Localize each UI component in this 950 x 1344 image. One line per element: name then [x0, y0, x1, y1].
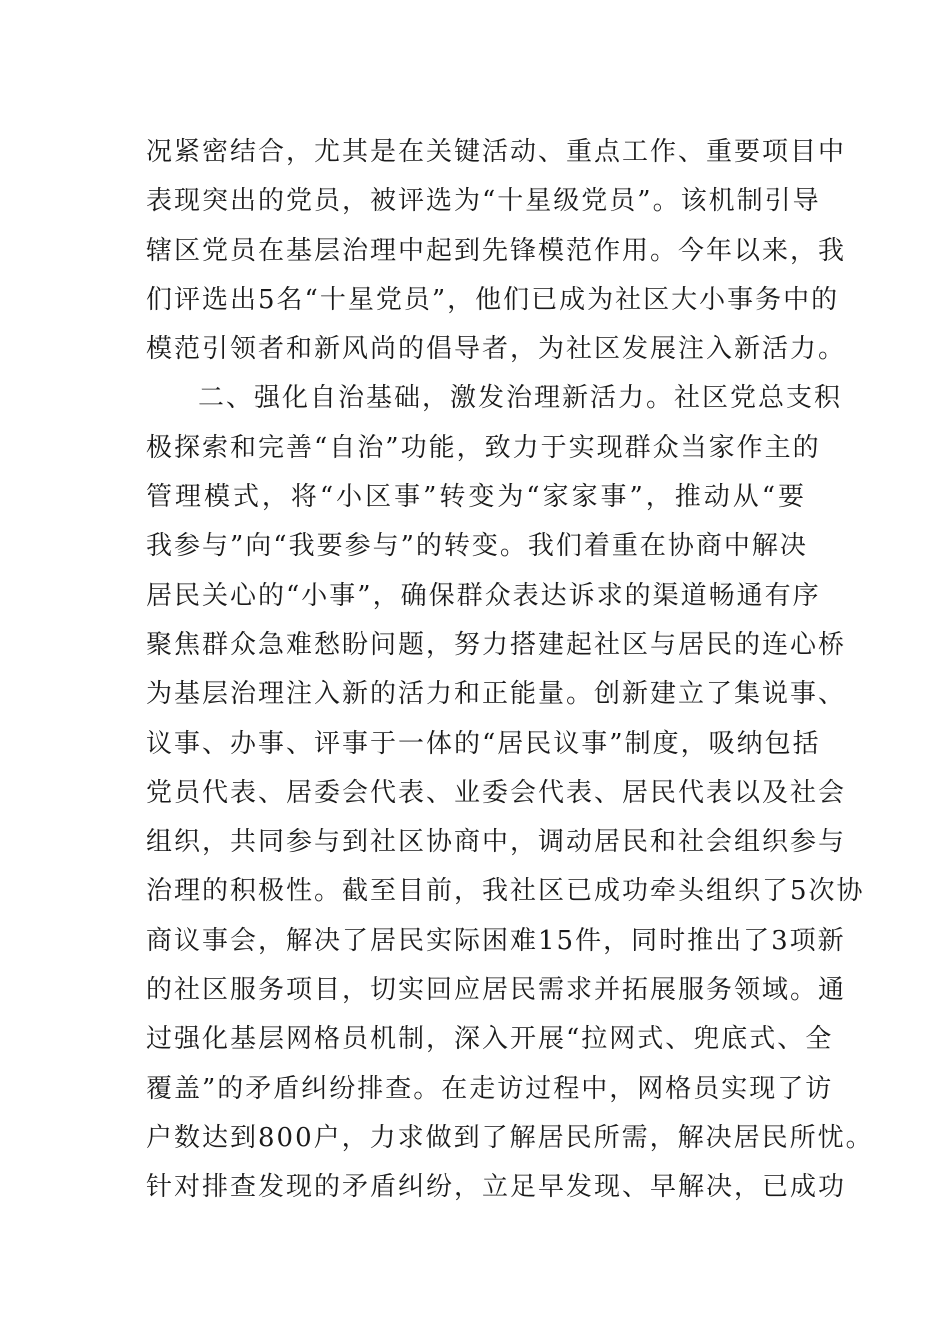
text-line: 户数达到800户，力求做到了解居民所需，解决居民所忧。	[146, 1122, 874, 1153]
text-line: 党员代表、居委会代表、业委会代表、居民代表以及社会	[146, 777, 847, 808]
text-line: 聚焦群众急难愁盼问题，努力搭建起社区与居民的连心桥	[146, 629, 847, 660]
text-line: 辖区党员在基层治理中起到先锋模范作用。今年以来，我	[146, 235, 847, 266]
text-line: 居民关心的“小事”，确保群众表达诉求的渠道畅通有序	[146, 580, 821, 611]
text-line: 表现突出的党员，被评选为“十星级党员”。该机制引导	[146, 186, 821, 217]
text-line: 我参与”向“我要参与”的转变。我们着重在协商中解决	[146, 531, 808, 562]
text-line: 们评选出5名“十星党员”，他们已成为社区大小事务中的	[146, 284, 840, 315]
text-line: 的社区服务项目，切实回应居民需求并拓展服务领域。通	[146, 975, 847, 1006]
paragraph-start-line: 二、强化自治基础，激发治理新活力。社区党总支积	[198, 383, 843, 414]
text-line: 商议事会，解决了居民实际困难15件，同时推出了3项新	[146, 925, 846, 956]
text-line: 覆盖”的矛盾纠纷排查。在走访过程中，网格员实现了访	[146, 1073, 834, 1104]
text-line: 极探索和完善“自治”功能，致力于实现群众当家作主的	[146, 432, 821, 463]
text-line: 管理模式，将“小区事”转变为“家家事”，推动从“要	[146, 482, 806, 513]
text-line: 组织，共同参与到社区协商中，调动居民和社会组织参与	[146, 827, 847, 858]
text-line: 过强化基层网格员机制，深入开展“拉网式、兜底式、全	[146, 1024, 834, 1055]
body-text	[146, 128, 874, 1213]
text-line: 为基层治理注入新的活力和正能量。创新建立了集说事、	[146, 679, 847, 710]
text-line: 况紧密结合，尤其是在关键活动、重点工作、重要项目中	[146, 137, 847, 167]
text-line: 模范引领者和新风尚的倡导者，为社区发展注入新活力。	[146, 334, 847, 365]
text-line: 针对排查发现的矛盾纠纷，立足早发现、早解决，已成功	[146, 1172, 847, 1203]
text-line: 治理的积极性。截至目前，我社区已成功牵头组织了5次协	[146, 876, 865, 907]
text-line: 议事、办事、评事于一体的“居民议事”制度，吸纳包括	[146, 728, 821, 759]
